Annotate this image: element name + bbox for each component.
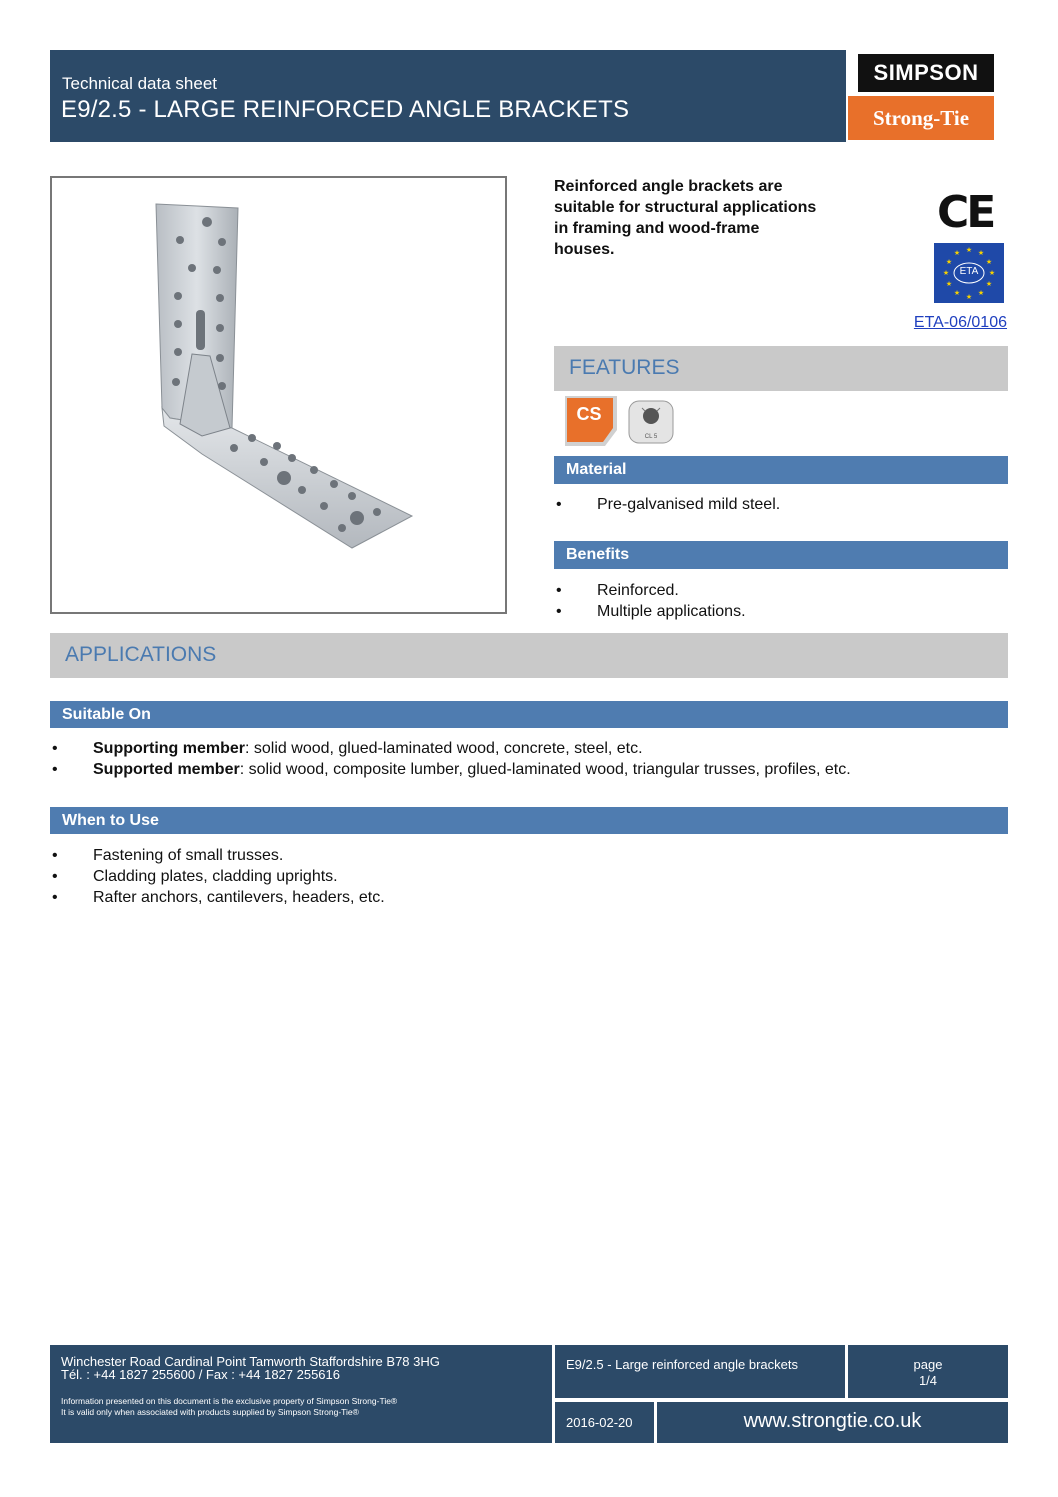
cs-badge-text: CS xyxy=(576,404,602,424)
benefits-title: Benefits xyxy=(566,546,630,563)
when-to-use-title: When to Use xyxy=(62,812,159,829)
list-item: • Rafter anchors, cantilevers, headers, etc. xyxy=(52,889,385,906)
svg-text:★: ★ xyxy=(965,294,973,301)
footer-website-link[interactable]: www.strongtie.co.uk xyxy=(657,1402,1008,1443)
product-image xyxy=(50,176,507,614)
applications-heading xyxy=(50,633,1008,678)
eta-link[interactable]: ETA-06/0106 xyxy=(913,314,1007,331)
applications-title: APPLICATIONS xyxy=(65,643,217,666)
list-item: • Multiple applications. xyxy=(556,603,746,620)
brand-logo-simpson: SIMPSON xyxy=(858,54,994,92)
svg-text:★: ★ xyxy=(953,250,961,257)
footer-product-name: E9/2.5 - Large reinforced angle brackets xyxy=(555,1345,845,1398)
list-item: • Supporting member: solid wood, glued-laminated wood, concrete, steel, etc. xyxy=(52,740,643,757)
document-type: Technical data sheet xyxy=(62,74,217,93)
list-item: • Reinforced. xyxy=(556,582,679,599)
cs-badge-icon xyxy=(565,396,617,446)
suitable-on-list xyxy=(50,738,1008,780)
eta-label: ETA xyxy=(959,266,979,277)
list-item: • Cladding plates, cladding uprights. xyxy=(52,868,338,885)
angle-bracket-illustration xyxy=(52,178,505,612)
list-item: • Supported member: solid wood, composite lumber, glued-laminated wood, triangular trusses, profiles, etc. xyxy=(52,761,851,778)
service-class-text: CL 5 xyxy=(644,434,658,440)
svg-text:★: ★ xyxy=(945,259,953,266)
benefits-list xyxy=(554,580,1008,622)
list-item: • Fastening of small trusses. xyxy=(52,847,284,864)
svg-text:★: ★ xyxy=(945,281,953,288)
material-list xyxy=(554,494,1008,515)
brand-logo-strongtie: Strong-Tie xyxy=(848,96,994,140)
svg-text:★: ★ xyxy=(965,247,973,254)
footer-legal: Information presented on this document is the exclusive property of Simpson Strong-Tie® It is valid only when associated with products supplied by Simpson Strong-Tie® xyxy=(61,1396,398,1417)
when-to-use-list xyxy=(50,845,1008,908)
features-title: FEATURES xyxy=(569,356,680,379)
footer-date: 2016-02-20 xyxy=(555,1402,654,1443)
product-description: Reinforced angle brackets are suitable for structural applications in framing and wood-frame houses. xyxy=(554,178,817,258)
when-to-use-heading xyxy=(50,807,1008,834)
page-title: E9/2.5 - LARGE REINFORCED ANGLE BRACKETS xyxy=(61,96,630,123)
header-bar xyxy=(50,50,846,142)
material-title: Material xyxy=(566,461,627,478)
features-heading xyxy=(554,346,1008,391)
svg-text:★: ★ xyxy=(942,270,950,277)
service-class-badge-icon xyxy=(628,400,674,444)
footer-address-box xyxy=(50,1345,552,1443)
footer-page-number: page 1/4 xyxy=(848,1345,1008,1398)
svg-text:★: ★ xyxy=(953,290,961,297)
list-item: • Pre-galvanised mild steel. xyxy=(556,496,781,513)
svg-text:★: ★ xyxy=(988,270,996,277)
footer-address: Winchester Road Cardinal Point Tamworth Staffordshire B78 3HG Tél. : +44 1827 255600 / Fax : +44 1827 255616 xyxy=(61,1354,440,1382)
svg-text:★: ★ xyxy=(985,259,993,266)
svg-text:★: ★ xyxy=(977,250,985,257)
svg-text:★: ★ xyxy=(977,290,985,297)
eta-flag-icon xyxy=(934,243,1004,303)
suitable-on-heading xyxy=(50,701,1008,728)
svg-text:★: ★ xyxy=(985,281,993,288)
suitable-on-title: Suitable On xyxy=(62,706,151,723)
material-heading xyxy=(554,456,1008,484)
ce-mark-icon: CE xyxy=(937,187,994,238)
benefits-heading xyxy=(554,541,1008,569)
